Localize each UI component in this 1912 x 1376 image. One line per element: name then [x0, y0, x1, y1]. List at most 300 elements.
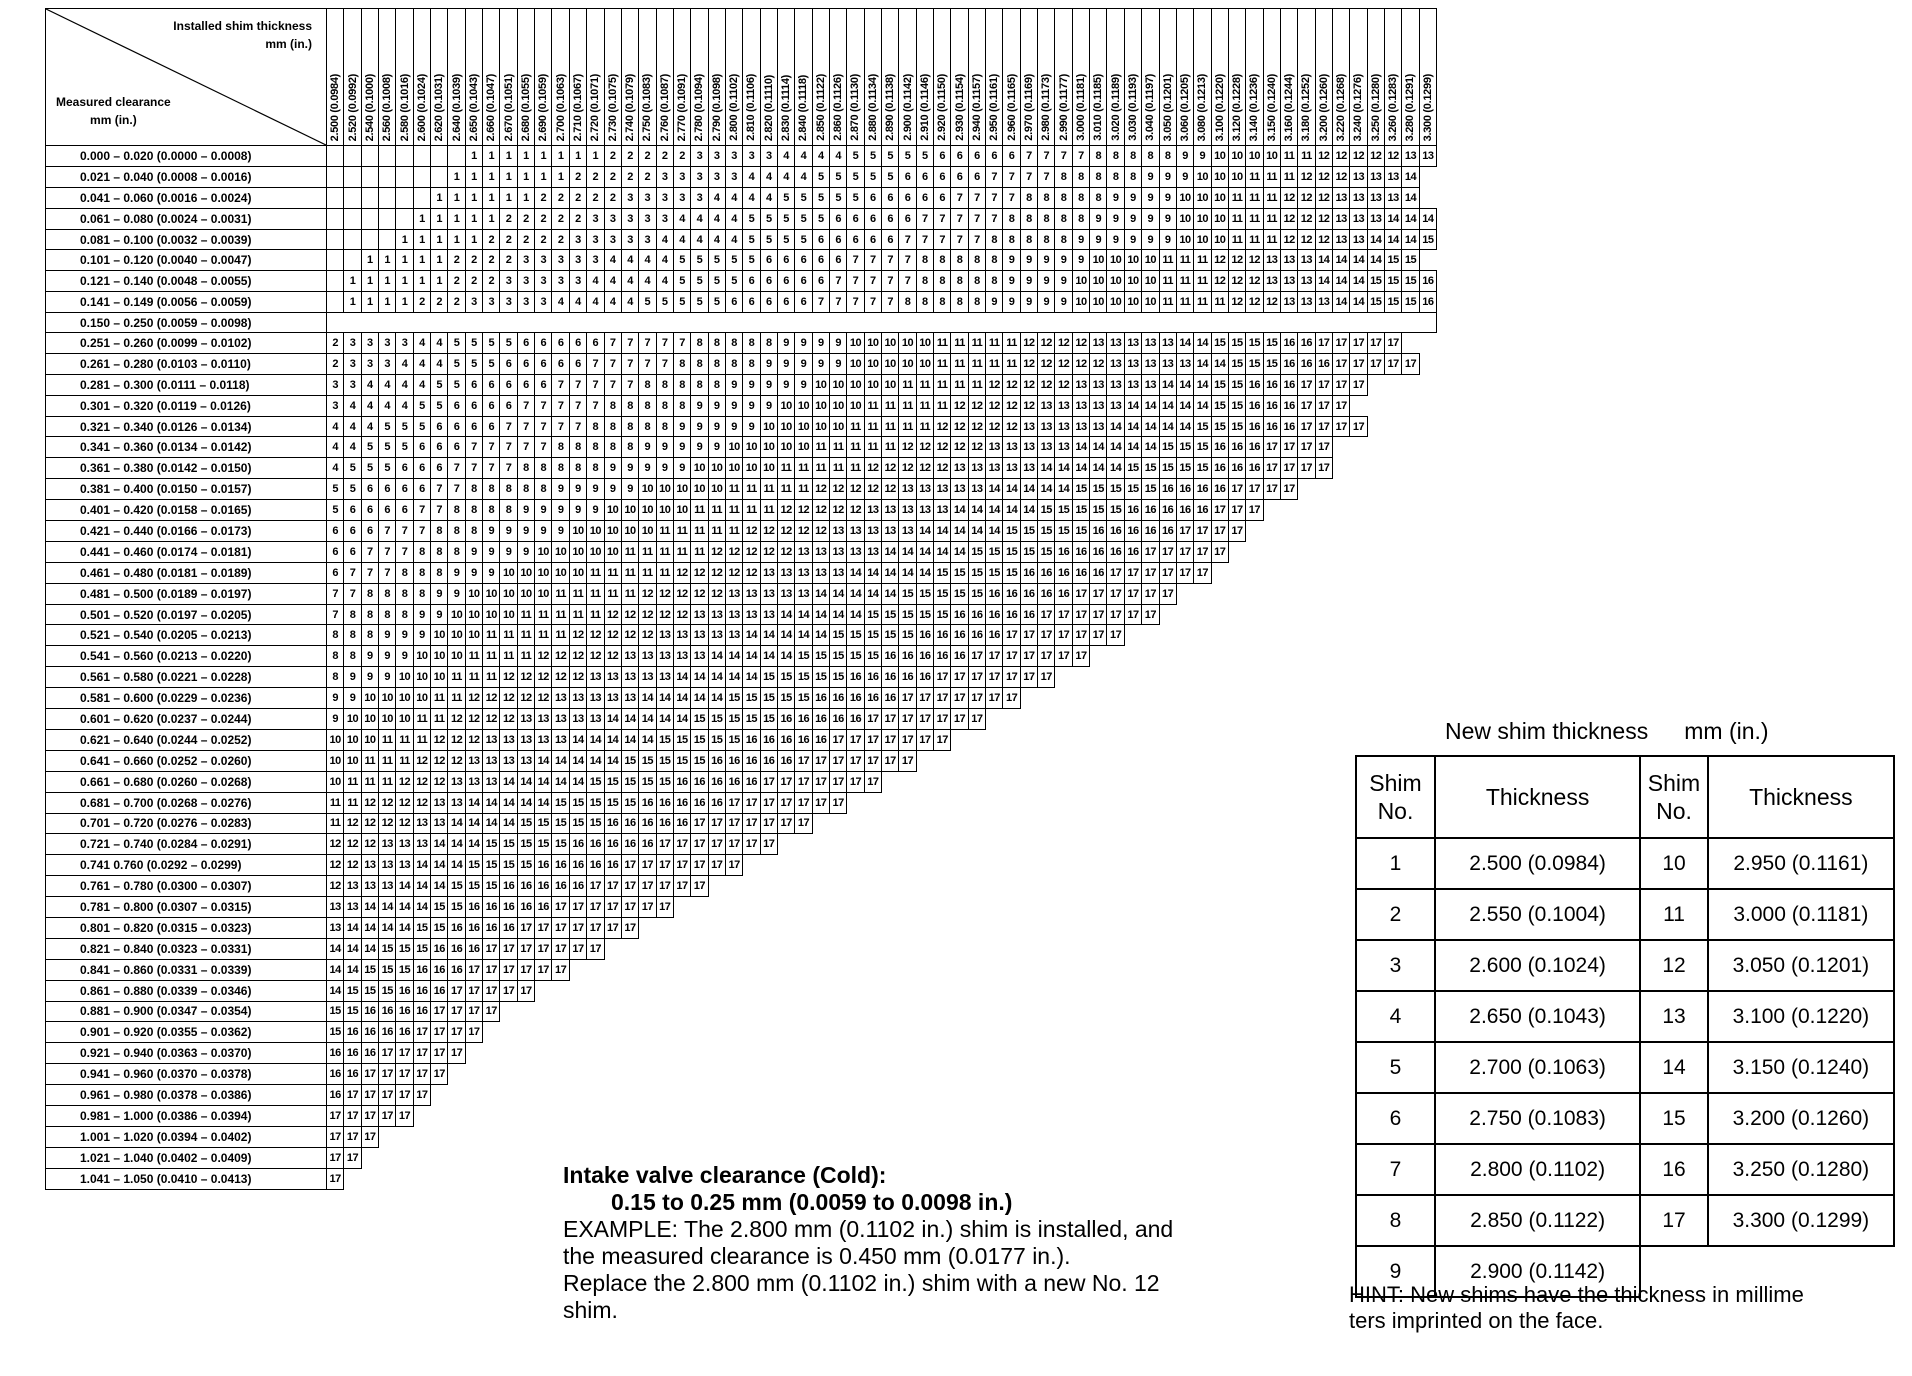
- new-shim-number-cell: 9: [1090, 229, 1107, 250]
- column-header-installed-shim: [552, 9, 569, 146]
- new-shim-number-cell: 7: [639, 333, 656, 354]
- matrix-empty-cell: [934, 855, 951, 876]
- new-shim-number-cell: 14: [448, 855, 465, 876]
- new-shim-number-cell: 15: [795, 667, 812, 688]
- new-shim-number-cell: 9: [1038, 271, 1055, 292]
- new-shim-number-cell: 9: [1159, 229, 1176, 250]
- matrix-empty-cell: [1315, 1126, 1332, 1147]
- new-shim-number-cell: 2: [465, 271, 482, 292]
- new-shim-number-cell: 12: [882, 479, 899, 500]
- matrix-empty-cell: [673, 897, 690, 918]
- new-shim-number-cell: 7: [569, 416, 586, 437]
- new-shim-number-cell: 1: [431, 187, 448, 208]
- matrix-empty-cell: [621, 1043, 638, 1064]
- new-shim-number-cell: 16: [587, 855, 604, 876]
- new-shim-number-cell: 10: [1124, 250, 1141, 271]
- new-shim-number-cell: 3: [535, 271, 552, 292]
- matrix-empty-cell: [1402, 521, 1419, 542]
- new-shim-number-cell: 7: [344, 562, 361, 583]
- new-shim-number-cell: 11: [656, 562, 673, 583]
- matrix-empty-cell: [1298, 500, 1315, 521]
- new-shim-number-cell: 17: [396, 1043, 413, 1064]
- new-shim-number-cell: 8: [1003, 229, 1020, 250]
- matrix-empty-cell: [1384, 646, 1401, 667]
- matrix-empty-cell: [500, 1001, 517, 1022]
- matrix-empty-cell: [1246, 771, 1263, 792]
- new-shim-number-cell: 8: [535, 458, 552, 479]
- matrix-empty-cell: [1315, 500, 1332, 521]
- new-shim-number-cell: 15: [708, 709, 725, 730]
- new-shim-number-cell: 16: [621, 834, 638, 855]
- new-shim-number-cell: 15: [916, 583, 933, 604]
- new-shim-number-cell: 15: [361, 959, 378, 980]
- new-shim-number-cell: 16: [1038, 562, 1055, 583]
- new-shim-number-cell: 17: [1176, 562, 1193, 583]
- new-shim-number-cell: 11: [951, 353, 968, 374]
- new-shim-number-cell: 16: [361, 1001, 378, 1022]
- new-shim-number-cell: 11: [777, 479, 794, 500]
- column-header-label: 2.700 (0.1063): [554, 73, 567, 141]
- new-shim-number-cell: 13: [1072, 395, 1089, 416]
- new-shim-number-cell: 11: [760, 500, 777, 521]
- matrix-empty-cell: [951, 1085, 968, 1106]
- new-shim-number-cell: 8: [673, 395, 690, 416]
- new-shim-number-cell: 14: [361, 897, 378, 918]
- new-shim-number-cell: 14: [344, 959, 361, 980]
- new-shim-number-cell: 7: [483, 458, 500, 479]
- matrix-empty-cell: [743, 938, 760, 959]
- new-shim-number-cell: 17: [1142, 583, 1159, 604]
- new-shim-number-cell: 9: [777, 374, 794, 395]
- matrix-empty-cell: [691, 1126, 708, 1147]
- matrix-empty-cell: [1280, 1064, 1297, 1085]
- column-header-installed-shim: [1384, 9, 1401, 146]
- new-shim-number-cell: 9: [483, 562, 500, 583]
- new-shim-number-cell: 15: [1124, 458, 1141, 479]
- new-shim-number-cell: 12: [760, 521, 777, 542]
- measured-clearance-range: 0.801 – 0.820 (0.0315 – 0.0323): [46, 917, 327, 938]
- new-shim-number-cell: 2: [483, 250, 500, 271]
- new-shim-number-cell: 8: [986, 229, 1003, 250]
- new-shim-number-cell: 3: [500, 292, 517, 313]
- new-shim-number-cell: 12: [899, 437, 916, 458]
- new-shim-number-cell: 13: [361, 855, 378, 876]
- new-shim-number-cell: 17: [829, 729, 846, 750]
- matrix-empty-cell: [1090, 980, 1107, 1001]
- new-shim-number-cell: 9: [829, 333, 846, 354]
- measured-clearance-range: 0.901 – 0.920 (0.0355 – 0.0362): [46, 1022, 327, 1043]
- matrix-empty-cell: [1228, 1085, 1245, 1106]
- new-shim-number-cell: 9: [1159, 187, 1176, 208]
- new-shim-number-cell: 14: [1107, 458, 1124, 479]
- matrix-empty-cell: [1194, 938, 1211, 959]
- new-shim-number-cell: 2: [587, 187, 604, 208]
- new-shim-number-cell: 17: [934, 729, 951, 750]
- new-shim-number-cell: [327, 166, 344, 187]
- matrix-empty-cell: [1072, 938, 1089, 959]
- column-header-label: 2.660 (0.1047): [485, 73, 498, 141]
- new-shim-number-cell: 3: [604, 208, 621, 229]
- new-shim-number-cell: 17: [361, 1085, 378, 1106]
- matrix-empty-cell: [829, 1001, 846, 1022]
- matrix-empty-cell: [379, 1126, 396, 1147]
- new-shim-number-cell: 13: [882, 500, 899, 521]
- matrix-empty-cell: [899, 980, 916, 1001]
- matrix-empty-cell: [1228, 604, 1245, 625]
- matrix-empty-cell: [1107, 834, 1124, 855]
- new-shim-number-cell: 14: [1315, 271, 1332, 292]
- matrix-empty-cell: [1402, 437, 1419, 458]
- new-shim-number-cell: 9: [569, 500, 586, 521]
- matrix-empty-cell: [1003, 1022, 1020, 1043]
- new-shim-number-cell: 17: [1350, 416, 1367, 437]
- new-shim-number-cell: 10: [639, 521, 656, 542]
- new-shim-number-cell: 17: [344, 1085, 361, 1106]
- column-header-installed-shim: [829, 9, 846, 146]
- new-shim-number-cell: 17: [656, 876, 673, 897]
- new-shim-number-cell: 5: [396, 437, 413, 458]
- new-shim-number-cell: 6: [552, 333, 569, 354]
- new-shim-number-cell: 8: [1124, 166, 1141, 187]
- matrix-empty-cell: [1124, 792, 1141, 813]
- new-shim-number-cell: 17: [986, 688, 1003, 709]
- new-shim-number-cell: 9: [379, 625, 396, 646]
- new-shim-number-cell: 11: [968, 374, 985, 395]
- matrix-empty-cell: [1246, 541, 1263, 562]
- new-shim-number-cell: 9: [1159, 166, 1176, 187]
- matrix-corner-header: [46, 9, 327, 146]
- matrix-empty-cell: [673, 980, 690, 1001]
- new-shim-number-cell: 17: [621, 876, 638, 897]
- new-shim-number-cell: 6: [743, 292, 760, 313]
- matrix-empty-cell: [483, 1168, 500, 1189]
- matrix-empty-cell: [1332, 479, 1349, 500]
- new-shim-number-cell: 12: [986, 395, 1003, 416]
- new-shim-number-cell: 17: [1038, 646, 1055, 667]
- new-shim-number-cell: 13: [1332, 208, 1349, 229]
- new-shim-number-cell: 11: [708, 521, 725, 542]
- new-shim-number-cell: 14: [847, 562, 864, 583]
- matrix-empty-cell: [847, 834, 864, 855]
- new-shim-number-cell: 17: [986, 646, 1003, 667]
- new-shim-number-cell: 14: [448, 834, 465, 855]
- new-shim-number-cell: 12: [1332, 166, 1349, 187]
- new-shim-number-cell: 13: [1159, 353, 1176, 374]
- new-shim-number-cell: 2: [517, 229, 534, 250]
- new-shim-number-cell: 15: [517, 813, 534, 834]
- new-shim-number-cell: 4: [431, 353, 448, 374]
- measured-clearance-range: 0.141 – 0.149 (0.0056 – 0.0059): [46, 292, 327, 313]
- matrix-empty-cell: [1367, 604, 1384, 625]
- matrix-row: [46, 792, 1437, 813]
- new-shim-number-cell: 13: [1107, 353, 1124, 374]
- matrix-empty-cell: [1124, 876, 1141, 897]
- matrix-empty-cell: [1090, 792, 1107, 813]
- new-shim-number-cell: 3: [621, 229, 638, 250]
- new-shim-number-cell: 12: [1298, 166, 1315, 187]
- new-shim-number-cell: 12: [951, 437, 968, 458]
- new-shim-number-cell: 9: [1020, 271, 1037, 292]
- matrix-empty-cell: [1246, 834, 1263, 855]
- matrix-empty-cell: [1332, 667, 1349, 688]
- matrix-empty-cell: [483, 1043, 500, 1064]
- matrix-empty-cell: [1003, 1064, 1020, 1085]
- shim-number: 17: [1640, 1195, 1707, 1246]
- column-header-installed-shim: [431, 9, 448, 146]
- column-header-installed-shim: [1176, 9, 1193, 146]
- new-shim-number-cell: 9: [1176, 146, 1193, 167]
- new-shim-number-cell: 17: [344, 1147, 361, 1168]
- matrix-empty-cell: [1384, 562, 1401, 583]
- new-shim-number-cell: 12: [656, 604, 673, 625]
- matrix-empty-cell: [1055, 1085, 1072, 1106]
- new-shim-number-cell: 13: [569, 709, 586, 730]
- new-shim-number-cell: 16: [1124, 541, 1141, 562]
- new-shim-number-cell: [379, 229, 396, 250]
- new-shim-number-cell: 9: [1055, 271, 1072, 292]
- new-shim-number-cell: 16: [708, 750, 725, 771]
- matrix-empty-cell: [899, 813, 916, 834]
- matrix-empty-cell: [1263, 813, 1280, 834]
- new-shim-number-cell: 8: [1020, 187, 1037, 208]
- new-shim-number-cell: 17: [448, 1001, 465, 1022]
- matrix-empty-cell: [535, 1022, 552, 1043]
- new-shim-number-cell: 17: [587, 917, 604, 938]
- measured-clearance-range: 0.481 – 0.500 (0.0189 – 0.0197): [46, 583, 327, 604]
- matrix-empty-cell: [1298, 980, 1315, 1001]
- new-shim-number-cell: 15: [1228, 416, 1245, 437]
- matrix-empty-cell: [1228, 729, 1245, 750]
- column-header-label: 3.040 (0.1197): [1144, 74, 1157, 141]
- matrix-empty-cell: [1246, 625, 1263, 646]
- column-header-installed-shim: [535, 9, 552, 146]
- matrix-empty-cell: [795, 959, 812, 980]
- new-shim-number-cell: 17: [448, 980, 465, 1001]
- new-shim-number-cell: 8: [379, 604, 396, 625]
- new-shim-number-cell: 5: [379, 416, 396, 437]
- new-shim-number-cell: 9: [344, 688, 361, 709]
- new-shim-number-cell: 16: [1211, 479, 1228, 500]
- new-shim-number-cell: 3: [552, 271, 569, 292]
- column-header-label: 2.650 (0.1043): [467, 73, 480, 141]
- matrix-row: [46, 667, 1437, 688]
- new-shim-number-cell: 15: [847, 646, 864, 667]
- new-shim-number-cell: 16: [864, 688, 881, 709]
- new-shim-number-cell: 12: [413, 750, 430, 771]
- new-shim-number-cell: 1: [413, 229, 430, 250]
- new-shim-number-cell: 14: [1124, 416, 1141, 437]
- new-shim-number-cell: 8: [760, 333, 777, 354]
- matrix-empty-cell: [1350, 667, 1367, 688]
- new-shim-number-cell: 13: [1124, 374, 1141, 395]
- new-shim-number-cell: 16: [1211, 458, 1228, 479]
- new-shim-number-cell: 10: [1072, 292, 1089, 313]
- matrix-empty-cell: [916, 750, 933, 771]
- new-shim-table-body: [1356, 838, 1894, 1297]
- matrix-empty-cell: [1072, 792, 1089, 813]
- matrix-empty-cell: [1280, 667, 1297, 688]
- new-shim-number-cell: 14: [760, 646, 777, 667]
- new-shim-number-cell: 13: [829, 541, 846, 562]
- matrix-empty-cell: [934, 959, 951, 980]
- new-shim-number-cell: 3: [327, 374, 344, 395]
- matrix-empty-cell: [1090, 1126, 1107, 1147]
- column-header-label: 2.990 (0.1177): [1057, 74, 1070, 141]
- new-shim-number-cell: 7: [500, 437, 517, 458]
- new-shim-number-cell: 3: [379, 333, 396, 354]
- matrix-empty-cell: [1384, 479, 1401, 500]
- matrix-empty-cell: [725, 1064, 742, 1085]
- new-shim-number-cell: 11: [327, 813, 344, 834]
- matrix-empty-cell: [1090, 729, 1107, 750]
- new-shim-number-cell: 1: [396, 250, 413, 271]
- new-shim-number-cell: 13: [1124, 333, 1141, 354]
- new-shim-row: [1356, 940, 1894, 991]
- new-shim-number-cell: 15: [1072, 521, 1089, 542]
- new-shim-number-cell: 4: [552, 292, 569, 313]
- matrix-empty-cell: [1367, 541, 1384, 562]
- matrix-empty-cell: [1107, 1022, 1124, 1043]
- new-shim-number-cell: 16: [760, 750, 777, 771]
- new-shim-number-cell: 4: [621, 271, 638, 292]
- new-shim-number-cell: 11: [812, 458, 829, 479]
- new-shim-number-cell: 14: [361, 938, 378, 959]
- matrix-empty-cell: [899, 959, 916, 980]
- new-shim-number-cell: 7: [812, 292, 829, 313]
- matrix-empty-cell: [1280, 541, 1297, 562]
- matrix-empty-cell: [1228, 688, 1245, 709]
- matrix-empty-cell: [1228, 625, 1245, 646]
- new-shim-number-cell: 12: [743, 541, 760, 562]
- matrix-empty-cell: [1367, 521, 1384, 542]
- matrix-empty-cell: [431, 1085, 448, 1106]
- new-shim-number-cell: 10: [517, 583, 534, 604]
- new-shim-number-cell: 17: [1367, 353, 1384, 374]
- matrix-row: [46, 458, 1437, 479]
- column-header-installed-shim: [777, 9, 794, 146]
- shim-thickness: 2.500 (0.0984): [1435, 838, 1640, 889]
- new-shim-number-cell: 8: [1055, 208, 1072, 229]
- new-shim-number-cell: 13: [777, 583, 794, 604]
- matrix-empty-cell: [1280, 1001, 1297, 1022]
- new-shim-number-cell: 13: [1298, 250, 1315, 271]
- new-shim-number-cell: 16: [396, 1001, 413, 1022]
- new-shim-number-cell: 16: [1072, 562, 1089, 583]
- new-shim-number-cell: 4: [379, 374, 396, 395]
- matrix-empty-cell: [1228, 792, 1245, 813]
- new-shim-number-cell: 8: [899, 292, 916, 313]
- new-shim-number-cell: 15: [882, 604, 899, 625]
- new-shim-number-cell: 6: [916, 166, 933, 187]
- column-header-label: 2.690 (0.1059): [537, 73, 550, 141]
- new-shim-number-cell: 11: [1246, 208, 1263, 229]
- new-shim-number-cell: 14: [1124, 395, 1141, 416]
- matrix-empty-cell: [916, 1001, 933, 1022]
- new-shim-number-cell: 14: [882, 583, 899, 604]
- matrix-empty-cell: [656, 1126, 673, 1147]
- new-shim-number-cell: 8: [327, 667, 344, 688]
- new-shim-number-cell: 5: [361, 437, 378, 458]
- matrix-empty-cell: [1246, 1043, 1263, 1064]
- new-shim-number-cell: 9: [483, 541, 500, 562]
- matrix-empty-cell: [1211, 1085, 1228, 1106]
- new-shim-number-cell: 6: [760, 250, 777, 271]
- new-shim-number-cell: 6: [379, 479, 396, 500]
- new-shim-number-cell: 17: [1263, 458, 1280, 479]
- new-shim-number-cell: 12: [535, 667, 552, 688]
- new-shim-number-cell: 16: [656, 813, 673, 834]
- matrix-empty-cell: [1176, 980, 1193, 1001]
- new-shim-number-cell: 5: [673, 292, 690, 313]
- new-shim-number-cell: 6: [483, 374, 500, 395]
- new-shim-number-cell: 12: [569, 646, 586, 667]
- new-shim-number-cell: 11: [743, 500, 760, 521]
- new-shim-number-cell: 4: [708, 187, 725, 208]
- column-header-installed-shim: [1298, 9, 1315, 146]
- shim-thickness: 2.700 (0.1063): [1435, 1042, 1640, 1093]
- new-shim-number-cell: 15: [864, 604, 881, 625]
- new-shim-number-cell: 6: [847, 229, 864, 250]
- new-shim-number-cell: 12: [1228, 271, 1245, 292]
- new-shim-number-cell: 17: [1090, 625, 1107, 646]
- matrix-empty-cell: [1142, 1105, 1159, 1126]
- new-shim-number-cell: 5: [829, 187, 846, 208]
- new-shim-number-cell: 13: [656, 667, 673, 688]
- matrix-empty-cell: [1246, 1105, 1263, 1126]
- new-shim-number-cell: 2: [604, 146, 621, 167]
- measured-clearance-range: 0.150 – 0.250 (0.0059 – 0.0098): [46, 313, 327, 333]
- new-shim-number-cell: 9: [1194, 146, 1211, 167]
- new-shim-number-cell: 8: [639, 416, 656, 437]
- new-shim-number-cell: 15: [1384, 292, 1401, 313]
- matrix-empty-cell: [1315, 729, 1332, 750]
- matrix-empty-cell: [1020, 1043, 1037, 1064]
- matrix-empty-cell: [1211, 834, 1228, 855]
- new-shim-number-cell: 9: [1020, 292, 1037, 313]
- new-shim-number-cell: 12: [327, 876, 344, 897]
- new-shim-number-cell: 8: [1090, 146, 1107, 167]
- new-shim-number-cell: 15: [1228, 395, 1245, 416]
- matrix-empty-cell: [1142, 1085, 1159, 1106]
- matrix-empty-cell: [1263, 1064, 1280, 1085]
- new-shim-number-cell: 17: [379, 1043, 396, 1064]
- measured-clearance-range: 0.061 – 0.080 (0.0024 – 0.0031): [46, 208, 327, 229]
- matrix-empty-cell: [986, 1043, 1003, 1064]
- matrix-empty-cell: [500, 1147, 517, 1168]
- matrix-row: [46, 1126, 1437, 1147]
- new-shim-number-cell: 14: [639, 709, 656, 730]
- new-shim-number-cell: 11: [379, 729, 396, 750]
- new-shim-number-cell: 4: [413, 374, 430, 395]
- matrix-empty-cell: [864, 855, 881, 876]
- new-shim-number-cell: 15: [535, 834, 552, 855]
- matrix-empty-cell: [1090, 959, 1107, 980]
- new-shim-number-cell: 17: [465, 959, 482, 980]
- column-header-installed-shim: [396, 9, 413, 146]
- new-shim-number-cell: 12: [1038, 353, 1055, 374]
- new-shim-caption-text: New shim thickness: [1445, 718, 1649, 744]
- new-shim-number-cell: 11: [396, 750, 413, 771]
- matrix-empty-cell: [1211, 1043, 1228, 1064]
- new-shim-number-cell: 10: [535, 541, 552, 562]
- new-shim-number-cell: 5: [361, 458, 378, 479]
- new-shim-number-cell: 12: [1020, 353, 1037, 374]
- new-shim-number-cell: 3: [517, 271, 534, 292]
- matrix-empty-cell: [1384, 604, 1401, 625]
- new-shim-number-cell: 12: [379, 792, 396, 813]
- matrix-empty-cell: [1350, 625, 1367, 646]
- new-shim-number-cell: 1: [483, 208, 500, 229]
